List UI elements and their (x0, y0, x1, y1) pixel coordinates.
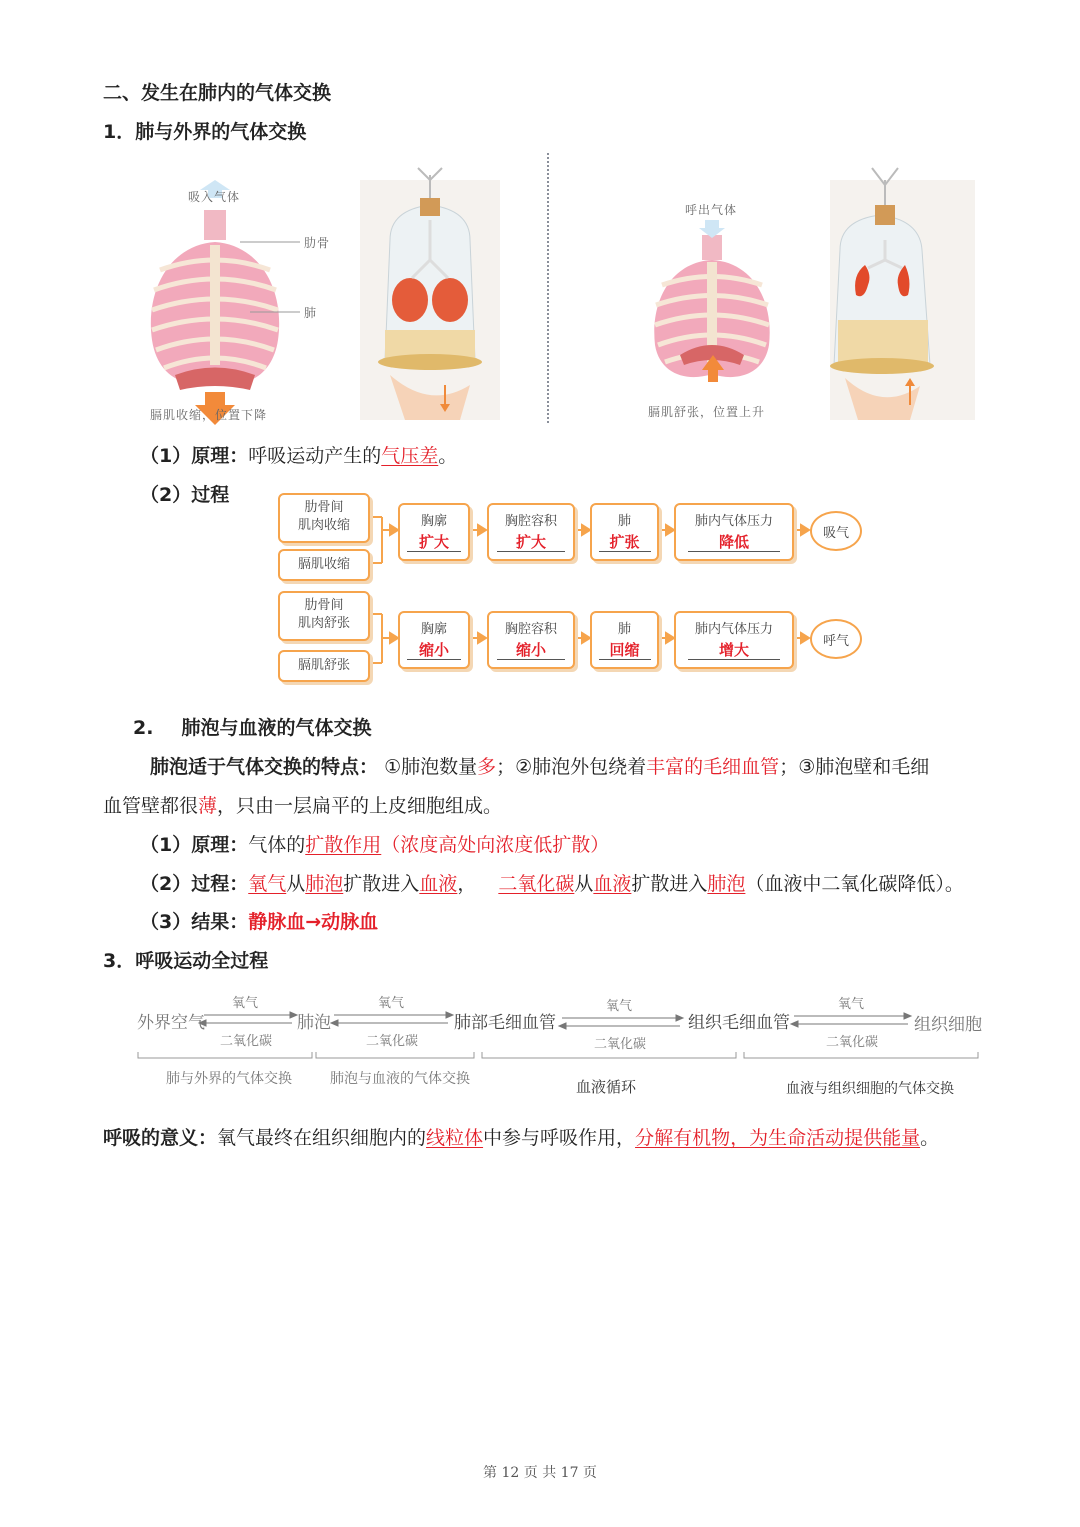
part2-principle: （1）原理：气体的扩散作用（浓度高处向浓度低扩散） (140, 834, 610, 856)
inhale-step-chest-volume: 胸腔容积 扩大 (487, 503, 575, 561)
chain-o2-label-4: 氧气 (838, 997, 865, 1012)
chain-node-alveoli: 肺泡 (297, 1013, 331, 1033)
rib-label: 肋骨 (304, 236, 331, 250)
inhale-step-lung: 肺 扩张 (590, 503, 659, 561)
exhale-gas-label: 呼出气体 (685, 203, 738, 217)
inhale-cause-intercostal: 肋骨间 肌肉收缩 (278, 493, 370, 543)
chain-co2-label-4: 二氧化碳 (826, 1035, 879, 1050)
subsection-2-title: 2. 肺泡与血液的气体交换 (133, 717, 372, 739)
inhale-step-thorax: 胸廓 扩大 (398, 503, 470, 561)
chain-node-tissue-cells: 组织细胞 (914, 1015, 982, 1035)
exhale-step-lung: 肺 回缩 (590, 611, 659, 669)
chain-caption-alveoli-blood: 肺泡与血液的气体交换 (330, 1071, 470, 1087)
alveoli-features-line2: 血管壁都很薄，只由一层扁平的上皮细胞组成。 (103, 795, 503, 817)
pressure-difference-key: 气压差 (381, 445, 439, 467)
inhale-diaphragm-caption: 膈肌收缩，位置下降 (150, 408, 268, 422)
chain-node-lung-capillaries: 肺部毛细血管 (454, 1013, 556, 1033)
exhale-step-lung-pressure: 肺内气体压力 增大 (674, 611, 794, 669)
inhale-result: 吸气 (810, 511, 862, 551)
chain-node-outside-air: 外界空气 (137, 1013, 205, 1033)
chain-co2-label-1: 二氧化碳 (220, 1034, 273, 1049)
subsection-1-title: 1．肺与外界的气体交换 (103, 121, 307, 143)
inhale-cause-diaphragm: 膈肌收缩 (278, 549, 370, 581)
chain-caption-blood-tissue: 血液与组织细胞的气体交换 (786, 1081, 954, 1097)
chain-co2-label-2: 二氧化碳 (366, 1034, 419, 1049)
chain-co2-label-3: 二氧化碳 (594, 1037, 647, 1052)
respiration-meaning: 呼吸的意义：氧气最终在组织细胞内的线粒体中参与呼吸作用，分解有机物，为生命活动提供能量。 (103, 1127, 940, 1149)
chain-caption-lung-air: 肺与外界的气体交换 (166, 1071, 292, 1087)
exhale-cause-diaphragm: 膈肌舒张 (278, 650, 370, 682)
chain-node-tissue-capillaries: 组织毛细血管 (688, 1013, 790, 1033)
inhale-step-lung-pressure: 肺内气体压力 降低 (674, 503, 794, 561)
chain-caption-circulation: 血液循环 (576, 1078, 637, 1096)
section-title: 二、发生在肺内的气体交换 (103, 82, 332, 104)
exhale-cause-intercostal: 肋骨间 肌肉舒张 (278, 591, 370, 641)
chain-o2-label-3: 氧气 (606, 999, 633, 1014)
lung-label: 肺 (304, 306, 318, 320)
alveoli-features-line1: 肺泡适于气体交换的特点： ①肺泡数量多；②肺泡外包绕着丰富的毛细血管；③肺泡壁和毛细 (150, 756, 930, 778)
exhale-step-chest-volume: 胸腔容积 缩小 (487, 611, 575, 669)
exhale-step-thorax: 胸廓 缩小 (398, 611, 470, 669)
part1-process-label: （2）过程 (140, 484, 230, 506)
chain-o2-label-2: 氧气 (378, 996, 405, 1011)
exhale-diaphragm-caption: 膈肌舒张，位置上升 (648, 405, 766, 419)
part1-principle: （1）原理：呼吸运动产生的气压差。 (140, 445, 458, 467)
part2-result: （3）结果：静脉血→动脉血 (140, 911, 379, 933)
part2-process: （2）过程：氧气从肺泡扩散进入血液， 二氧化碳从血液扩散进入肺泡（血液中二氧化碳降低）。 (140, 873, 964, 895)
exhale-result: 呼气 (810, 619, 862, 659)
inhale-gas-label: 吸入气体 (188, 190, 241, 204)
subsection-3-title: 3．呼吸运动全过程 (103, 950, 269, 972)
chain-o2-label-1: 氧气 (232, 996, 259, 1011)
page-footer: 第 12 页 共 17 页 (483, 1465, 597, 1481)
